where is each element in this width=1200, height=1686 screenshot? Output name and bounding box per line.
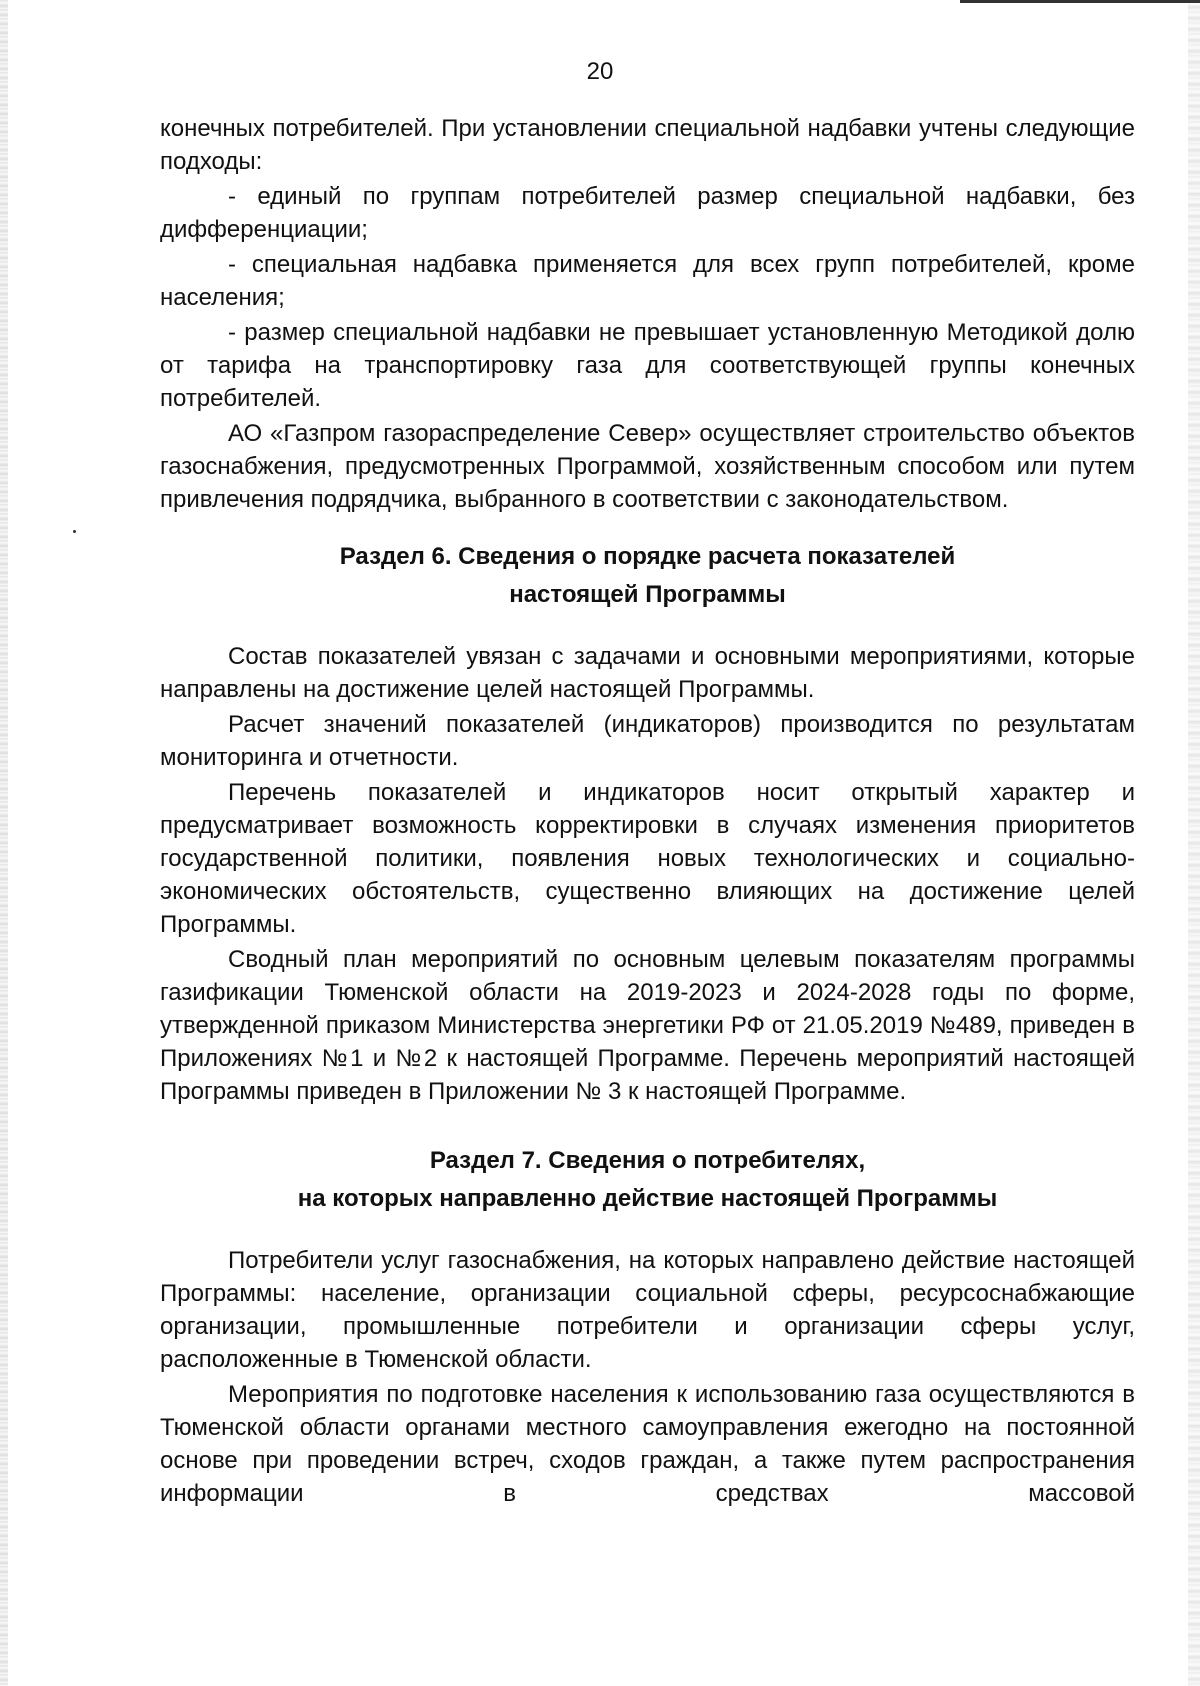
- document-body: [160, 112, 1135, 1512]
- paragraph: Сводный план мероприятий по основным целевым показателям программы газификации Тюменской области на 2019-2023 и 2024-2028 годы по форме, утвержденной приказом Министерства энергетики РФ от 21.05.2019 №489, приведен в Приложениях №1 и №2 к настоящей Программе. Перечень мероприятий настоящей Программы приведен в Приложении № 3 к настоящей Программе.: [160, 946, 1135, 1105]
- list-item: - размер специальной надбавки не превышает установленную Методикой долю от тарифа на транспортировку газа для соответствующей группы конечных потребителей.: [160, 319, 1135, 412]
- section-7-heading-line1: Раздел 7. Сведения о потребителях,: [429, 1147, 866, 1174]
- list-item: - специальная надбавка применяется для всех групп потребителей, кроме населения;: [160, 251, 1135, 311]
- list-item: - единый по группам потребителей размер специальной надбавки, без дифференциации;: [160, 183, 1135, 243]
- paragraph: Расчет значений показателей (индикаторов) производится по результатам мониторинга и отчетности.: [160, 711, 1135, 771]
- section-7-heading-line2: на которых направленно действие настоящей Программы: [297, 1185, 998, 1212]
- scan-edge-left: [0, 0, 8, 1686]
- paragraph: Состав показателей увязан с задачами и основными мероприятиями, которые направлены на достижение целей настоящей Программы.: [160, 643, 1135, 703]
- paragraph: Перечень показателей и индикаторов носит открытый характер и предусматривает возможность корректировки в случаях изменения приоритетов государственной политики, появления новых технологических и социально-экономических обстоятельств, существенно влияющих на достижение целей Программы.: [160, 779, 1135, 938]
- paragraph: Мероприятия по подготовке населения к использованию газа осуществляются в Тюменской области органами местного самоуправления ежегодно на постоянной основе при проведении встреч, сходов граждан, а также путем распространения информации в средствах массовой: [160, 1381, 1135, 1507]
- scan-top-line: [960, 0, 1200, 3]
- section-6-heading-line1: Раздел 6. Сведения о порядке расчета показателей: [339, 543, 956, 570]
- paragraph: конечных потребителей. При установлении специальной надбавки учтены следующие подходы:: [160, 115, 1135, 175]
- paragraph: Потребители услуг газоснабжения, на которых направлено действие настоящей Программы: население, организации социальной сферы, ресурсоснабжающие организации, промышленные потребители и организации сферы услуг, расположенные в Тюменской области.: [160, 1247, 1135, 1373]
- scan-edge-right: [1188, 0, 1200, 1686]
- section-6-heading-line2: настоящей Программы: [509, 581, 786, 608]
- scan-speck: [73, 530, 76, 533]
- paragraph: АО «Газпром газораспределение Север» осуществляет строительство объектов газоснабжения, предусмотренных Программой, хозяйственным способом или путем привлечения подрядчика, выбранного в соответствии с законодательством.: [160, 420, 1135, 513]
- section-6-heading: [160, 538, 1135, 614]
- page-number: 20: [586, 58, 614, 85]
- section-7-heading: [160, 1142, 1135, 1218]
